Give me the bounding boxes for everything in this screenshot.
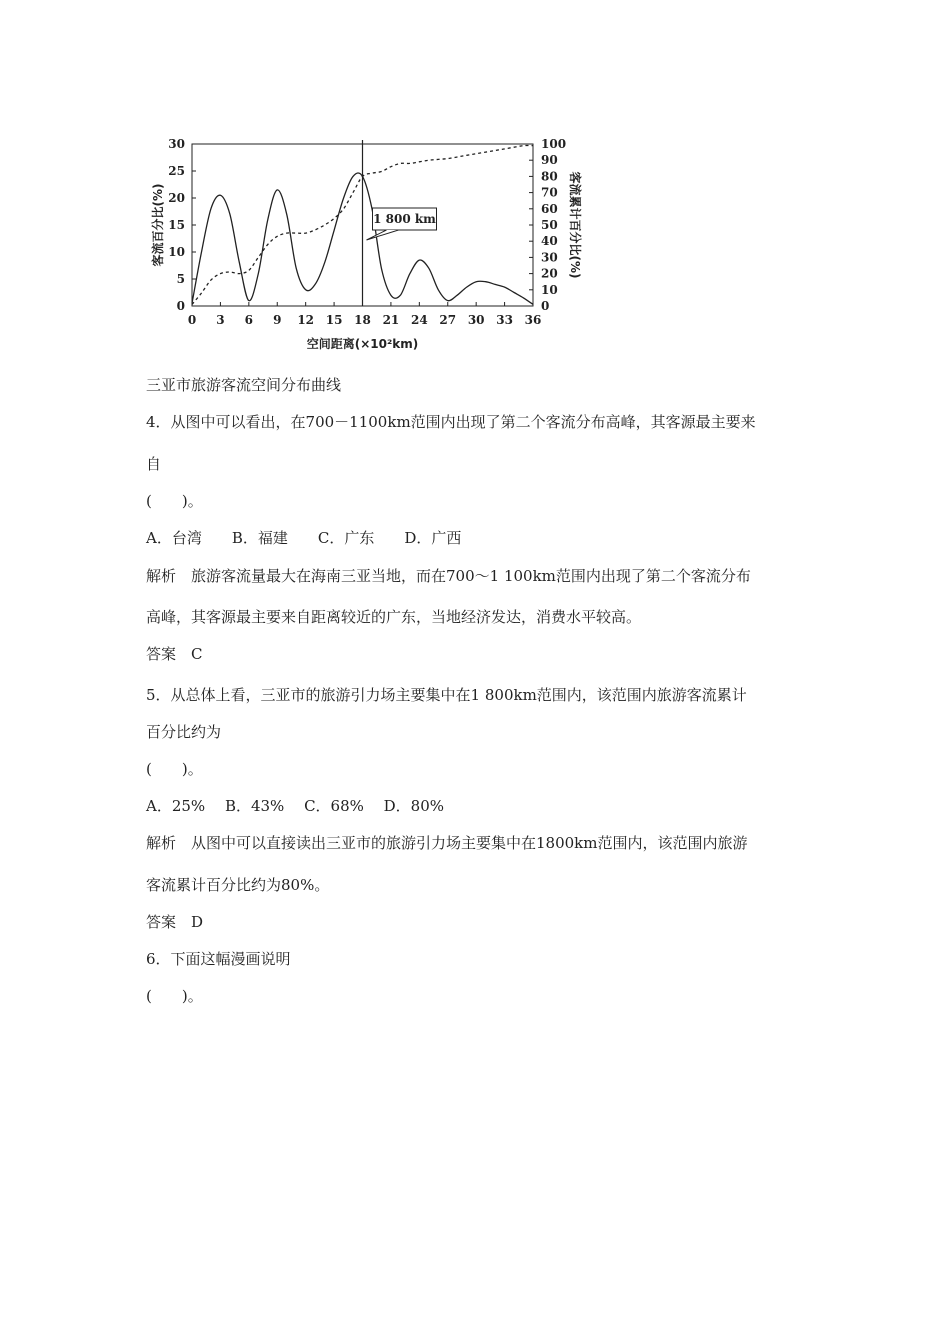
x-tick-label: 33 — [496, 313, 513, 327]
x-tick-label: 27 — [439, 313, 457, 327]
tourist-flow-chart — [140, 128, 580, 358]
q4-analysis-line1: 解析 旅游客流量最大在海南三亚当地，而在700～1 100km范围内出现了第二个客流分布 — [146, 567, 751, 585]
y-right-tick-label: 20 — [541, 266, 558, 281]
x-tick-label: 15 — [325, 313, 343, 327]
q4-options: A．台湾 B．福建 C．广东 D．广西 — [146, 529, 462, 547]
x-tick-label: 24 — [410, 313, 428, 327]
q5-paren: ( )。 — [146, 760, 203, 778]
chart-caption: 三亚市旅游客流空间分布曲线 — [146, 376, 342, 394]
y-right-tick-label: 10 — [541, 282, 558, 297]
q4-stem-line1: 4．从图中可以看出，在700－1100km范围内出现了第二个客流分布高峰，其客源最主要来 — [146, 413, 756, 431]
x-tick-label: 36 — [524, 313, 542, 327]
q5-answer: 答案 D — [146, 913, 204, 931]
x-tick-label: 6 — [244, 313, 254, 327]
q4-paren: ( )。 — [146, 492, 203, 510]
x-tick-label: 18 — [354, 313, 371, 327]
y-right-tick-label: 80 — [541, 169, 558, 184]
x-tick-label: 12 — [297, 313, 315, 327]
annotation-label: 1 800 km — [373, 212, 436, 226]
x-axis-title: 空间距离(×10²km) — [306, 337, 419, 351]
y-left-tick-label: 0 — [176, 299, 185, 313]
q6-paren: ( )。 — [146, 987, 203, 1005]
y-right-tick-label: 40 — [541, 234, 558, 249]
q4-stem-line2: 自 — [146, 455, 162, 473]
q4-analysis-line2: 高峰，其客源最主要来自距离较近的广东，当地经济发达，消费水平较高。 — [146, 608, 642, 626]
x-tick-label: 0 — [187, 313, 197, 327]
q5-stem-line1: 5．从总体上看，三亚市的旅游引力场主要集中在1 800km范围内，该范围内旅游客流累计 — [146, 686, 747, 704]
y-right-tick-label: 0 — [541, 299, 550, 313]
annotation-layer — [363, 140, 437, 306]
y-right-tick-label: 30 — [541, 250, 558, 265]
q5-analysis-line2: 客流累计百分比约为80%。 — [146, 876, 330, 894]
y-right-axis-title: 客流累计百分比(%) — [568, 171, 582, 279]
x-tick-label: 3 — [216, 313, 225, 327]
q6-stem: 6．下面这幅漫画说明 — [146, 950, 291, 968]
y-left-tick-label: 10 — [168, 245, 185, 259]
y-left-axis-title: 客流百分比(%) — [151, 183, 165, 267]
x-tick-label: 30 — [467, 313, 485, 327]
y-left-tick-label: 15 — [168, 218, 185, 232]
q5-stem-line2: 百分比约为 — [146, 723, 222, 741]
y-left-tick-label: 30 — [168, 137, 185, 151]
y-left-tick-label: 20 — [168, 191, 185, 205]
axis-tick-labels — [150, 137, 583, 351]
q5-analysis-line1: 解析 从图中可以直接读出三亚市的旅游引力场主要集中在1800km范围内，该范围内旅游 — [146, 834, 748, 852]
y-right-tick-label: 100 — [541, 137, 567, 151]
q5-options: A．25% B．43% C．68% D．80% — [146, 797, 445, 815]
annotation-pointer — [367, 230, 399, 240]
y-right-tick-label: 50 — [541, 218, 558, 232]
y-left-tick-label: 25 — [168, 164, 185, 178]
x-tick-label: 21 — [382, 313, 400, 327]
y-right-tick-label: 60 — [541, 201, 558, 216]
q4-answer: 答案 C — [146, 645, 203, 663]
y-left-tick-label: 5 — [176, 272, 185, 286]
x-tick-label: 9 — [273, 313, 282, 327]
y-right-tick-label: 90 — [541, 153, 558, 168]
y-right-tick-label: 70 — [541, 185, 558, 200]
